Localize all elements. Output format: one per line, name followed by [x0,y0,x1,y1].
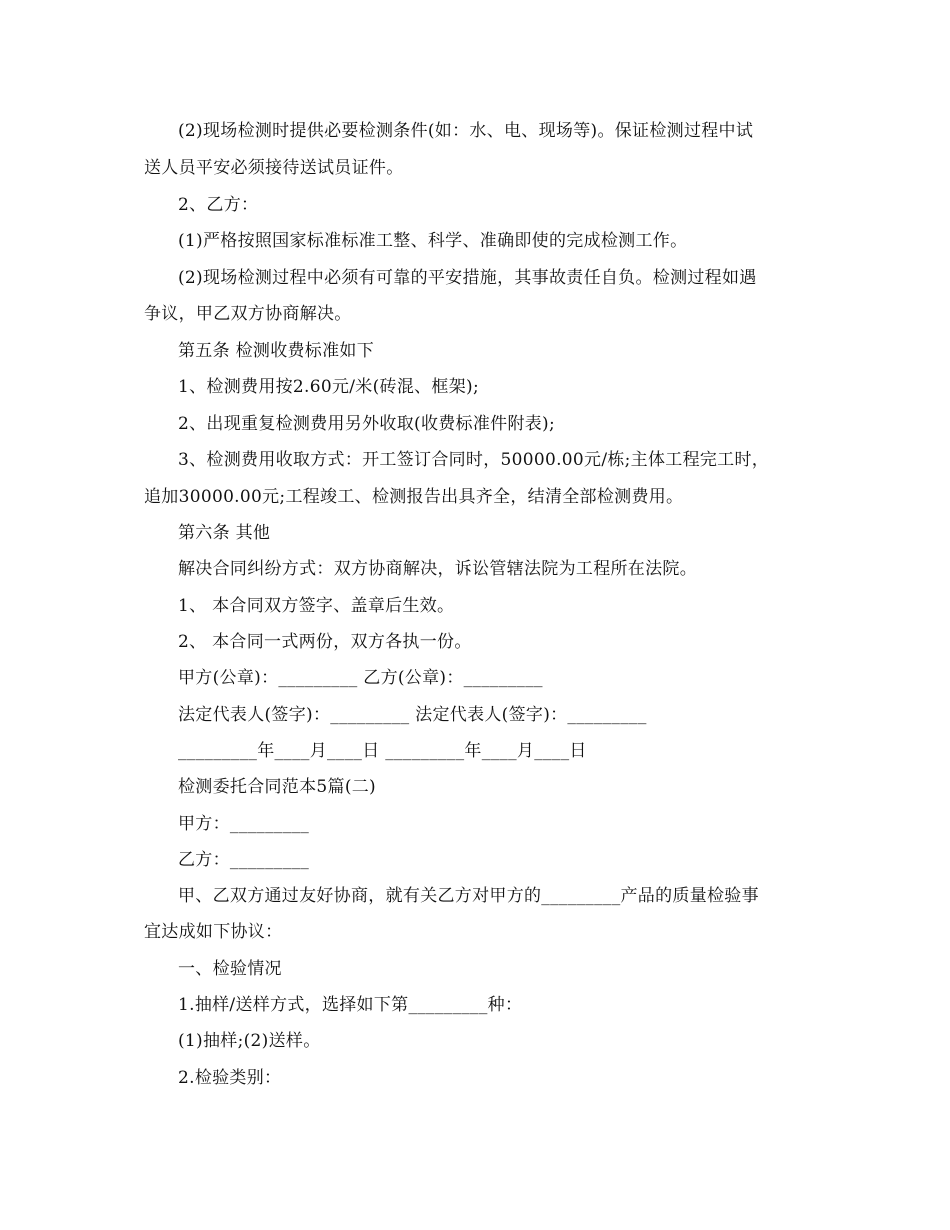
paragraph-line: (2)现场检测时提供必要检测条件(如：水、电、现场等)。保证检测过程中试 [178,121,754,141]
paragraph-line: 3、检测费用收取方式：开工签订合同时，50000.00元/栋;主体工程完工时， [178,450,770,470]
paragraph-line: 送人员平安必须接待送试员证件。 [144,158,404,178]
document-subtitle: 检测委托合同范本5篇(二) [178,777,376,797]
paragraph-line: 1、检测费用按2.60元/米(砖混、框架); [178,377,479,397]
article-heading: 第六条 其他 [178,523,271,543]
paragraph-line: 甲、乙双方通过友好协商，就有关乙方对甲方的_________产品的质量检验事 [178,886,759,906]
paragraph-line: 追加30000.00元;工程竣工、检测报告出具齐全，结清全部检测费用。 [144,487,684,507]
paragraph-line: 解决合同纠纷方式：双方协商解决，诉讼管辖法院为工程所在法院。 [178,559,697,579]
section-heading: 2、乙方： [178,195,259,215]
party-line: 乙方：_________ [178,850,310,870]
paragraph-line: 宜达成如下协议： [144,922,283,942]
section-heading: 一、检验情况 [178,959,282,979]
paragraph-line: 争议，甲乙双方协商解决。 [144,304,352,324]
paragraph-line: (1)抽样;(2)送样。 [178,1031,321,1051]
paragraph-line: 2.检验类别： [178,1068,282,1088]
date-line: _________年____月____日 _________年____月____日 [178,741,587,761]
paragraph-line: (2)现场检测过程中必须有可靠的平安措施，其事故责任自负。检测过程如遇 [178,268,757,288]
paragraph-line: (1)严格按照国家标准标准工整、科学、准确即使的完成检测工作。 [178,231,688,251]
paragraph-line: 2、出现重复检测费用另外收取(收费标准件附表); [178,414,556,434]
signature-line: 法定代表人(签字)：_________ 法定代表人(签字)：_________ [178,705,647,725]
paragraph-line: 1、 本合同双方签字、盖章后生效。 [178,596,455,616]
paragraph-line: 1.抽样/送样方式，选择如下第_________种： [178,995,523,1015]
party-line: 甲方：_________ [178,814,310,834]
article-heading: 第五条 检测收费标准如下 [178,341,375,361]
paragraph-line: 2、 本合同一式两份，双方各执一份。 [178,632,472,652]
signature-line: 甲方(公章)：_________ 乙方(公章)：_________ [178,668,543,688]
